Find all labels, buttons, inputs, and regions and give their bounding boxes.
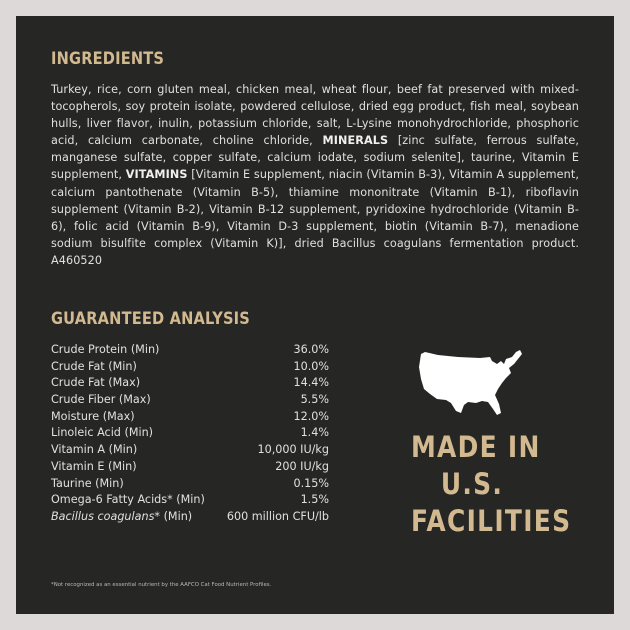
analysis-row — [51, 425, 329, 442]
made-in-usa-text — [410, 429, 572, 540]
analysis-row-name — [51, 509, 192, 526]
analysis-row-name: Crude Fat (Min) — [51, 359, 137, 373]
ingredients-text — [51, 81, 579, 269]
analysis-row — [51, 342, 329, 359]
analysis-row — [51, 509, 329, 526]
analysis-row-value: 12.0% — [293, 409, 329, 423]
analysis-row-value: 36.0% — [293, 343, 329, 356]
analysis-row-name: Vitamin A (Min) — [51, 443, 138, 457]
analysis-row-value: 600 million CFU/lb — [226, 509, 329, 523]
us-line: U.S. — [440, 467, 504, 501]
analysis-row-name: Taurine (Min) — [51, 476, 124, 490]
ingredients-text-part-1: Turkey, rice, corn gluten meal, chicken meal, wheat flour, beef fat preserved with mixed-tocopherols, soy protein isolate, powdered cellulose, dried egg product, fish meal, soybean hulls, liver flavor, inulin, potassium chloride, salt, L-Lysine monohydrochloride, phosphoric acid, calcium carbonate, choline chloride, — [51, 83, 579, 148]
analysis-row-name: Crude Protein (Min) — [51, 343, 160, 356]
analysis-row-name: Linoleic Acid (Min) — [51, 426, 154, 440]
analysis-row — [51, 375, 329, 392]
ingredients-heading: INGREDIENTS — [51, 49, 165, 69]
analysis-row-value: 0.15% — [293, 476, 329, 490]
analysis-row-value: 10.0% — [293, 359, 329, 373]
bacillus-name-rest: * (Min) — [154, 509, 193, 523]
analysis-row-name: Crude Fiber (Max) — [51, 393, 151, 407]
analysis-row — [51, 459, 329, 476]
made-in-line: MADE IN — [410, 430, 541, 464]
ingredients-text-part-2: [zinc sulfate, ferrous sulfate, manganese sulfate, copper sulfate, calcium iodate, sodium selenite], taurine, Vitamin E supplement, — [51, 134, 579, 182]
analysis-row — [51, 442, 329, 459]
label-panel — [16, 16, 614, 614]
analysis-row-name: Vitamin E (Min) — [51, 459, 137, 473]
guaranteed-analysis-table — [51, 342, 329, 526]
analysis-row-value: 5.5% — [300, 393, 329, 407]
facilities-line: FACILITIES — [410, 504, 572, 538]
analysis-row — [51, 392, 329, 409]
minerals-label: MINERALS — [322, 134, 389, 148]
analysis-row — [51, 492, 329, 509]
analysis-row — [51, 409, 329, 426]
analysis-row-value: 200 IU/kg — [275, 459, 329, 473]
analysis-row-name: Omega-6 Fatty Acids* (Min) — [51, 493, 205, 507]
footnote: *Not recognized as an essential nutrient by the AAFCO Cat Food Nutrient Profiles. — [51, 582, 272, 588]
analysis-row-value: 1.5% — [300, 493, 329, 507]
analysis-row-name: Moisture (Max) — [51, 409, 135, 423]
ingredients-text-part-3: [Vitamin E supplement, niacin (Vitamin B-3), Vitamin A supplement, calcium pantothenate (Vitamin B-5), thiamine mononitrate (Vitamin B-1), riboflavin supplement (Vitamin B-2), Vitamin B-12 supplement, pyridoxine hydrochloride (Vitamin B-6), folic acid (Vitamin B-9), Vitamin D-3 supplement, biotin (Vitamin B-7), menadione sodium bisulfite complex (Vitamin K)], dried Bacillus coagulans fermentation product. A460520 — [51, 168, 579, 267]
analysis-row-value: 1.4% — [300, 426, 329, 440]
analysis-row-name: Crude Fat (Max) — [51, 376, 141, 390]
analysis-row — [51, 476, 329, 493]
usa-map-icon — [418, 349, 524, 415]
analysis-row — [51, 359, 329, 376]
analysis-row-value: 10,000 IU/kg — [257, 443, 329, 457]
analysis-row-value: 14.4% — [293, 376, 329, 390]
guaranteed-analysis-heading: GUARANTEED ANALYSIS — [51, 309, 250, 329]
vitamins-label: VITAMINS — [125, 168, 188, 182]
bacillus-name-italic: Bacillus coagulans — [51, 509, 155, 523]
